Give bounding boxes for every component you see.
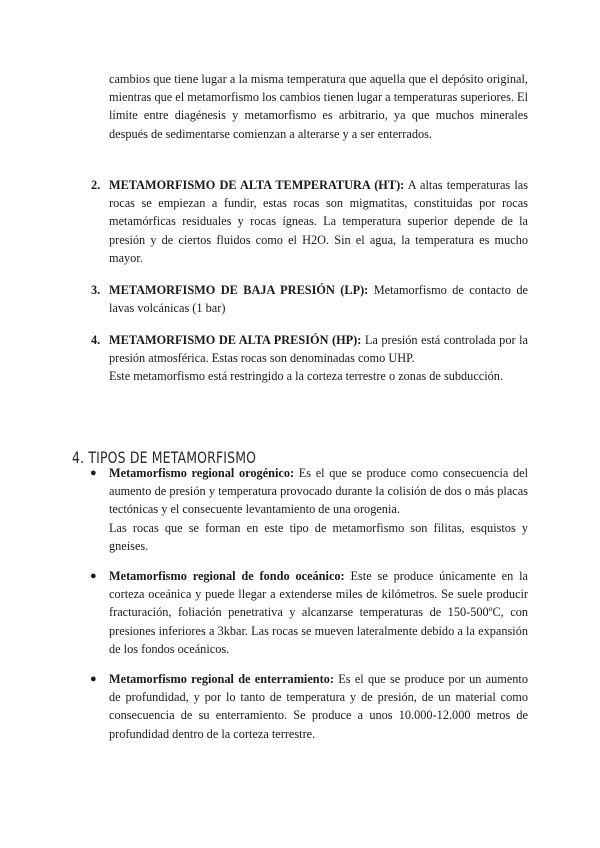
section-heading: 4. TIPOS DE METAMORFISMO (72, 448, 257, 468)
item-text: Metamorfismo de contacto de lavas volcánicas (1 bar) (109, 283, 528, 316)
bullet-icon: ● (90, 467, 97, 479)
item-heading: METAMORFISMO DE ALTA PRESIÓN (HP): (109, 333, 362, 347)
bullet-heading: Metamorfismo regional de fondo oceánico: (109, 569, 345, 583)
item-heading: METAMORFISMO DE BAJA PRESIÓN (LP): (109, 283, 369, 297)
bullet-heading: Metamorfismo regional orogénico: (109, 466, 295, 480)
bullet-text: Es el que se produce como consecuencia del aumento de presión y temperatura provocado durante la colisión de dos o más placas tectónicas y el consecuente levantamiento de una orogenia. (109, 466, 528, 517)
item-text: La presión está controlada por la presión atmosférica. Estas rocas son denominadas como UHP. (109, 333, 528, 366)
item-text: A altas temperaturas las rocas se empiezan a fundir, estas rocas son migmatitas, constituidas por rocas metamórficas residuales y rocas ígneas. La temperatura superior depende de la presión y de ciertos fluidos como el H2O. Sin el agua, la temperatura es mucho mayor. (109, 178, 528, 265)
numbered-item-2 (91, 176, 528, 267)
bullet-icon: ● (90, 570, 97, 582)
bullet-paragraph (109, 670, 528, 743)
item-number: 4. (91, 333, 101, 347)
bullet-item-enterramiento (91, 670, 528, 743)
item-paragraph (109, 281, 528, 317)
numbered-item-4 (91, 331, 528, 386)
bullet-item-orogenico (91, 464, 528, 555)
item-heading: METAMORFISMO DE ALTA TEMPERATURA (HT): (109, 178, 405, 192)
bullet-icon: ● (90, 673, 97, 685)
numbered-item-3 (91, 281, 528, 317)
item-number: 2. (91, 178, 101, 192)
bullet-heading: Metamorfismo regional de enterramiento: (109, 672, 334, 686)
bullet-extra-paragraph: Las rocas que se forman en este tipo de metamorfismo son filitas, esquistos y gneises. (109, 520, 528, 553)
bullet-text: Es el que se produce por un aumento de profundidad, y por lo tanto de temperatura y de presión, de un material como consecuencia de su enterramiento. Se produce a unos 10.000-12.000 metros de profundidad dentro de la corteza terrestre. (109, 672, 529, 741)
bullet-paragraph (109, 464, 528, 519)
bullet-item-fondo-oceanico (91, 567, 528, 658)
item-paragraph (109, 331, 528, 367)
continuation-paragraph: cambios que tiene lugar a la misma temperatura que aquella que el depósito original, mientras que el metamorfismo los cambios tienen lugar a temperaturas superiores. El límite entre diagénesis y metamorfismo es arbitrario, ya que muchos minerales después de sedimentarse comienzan a alterarse y a ser enterrados. (109, 72, 528, 141)
bullet-text: Este se produce únicamente en la corteza oceánica y puede llegar a extenderse miles de kilómetros. Se suele producir fracturación, foliación penetrativa y alcanzarse temperaturas de 150-500ºC, con presiones inferiores a 3kbar. Las rocas se mueven lateralmente debido a la expansión de los fondos oceánicos. (109, 569, 528, 656)
bullet-paragraph (109, 567, 528, 658)
item-extra-paragraph: Este metamorfismo está restringido a la corteza terrestre o zonas de subducción. (109, 369, 504, 384)
item-paragraph (109, 176, 528, 267)
item-number: 3. (91, 283, 101, 297)
